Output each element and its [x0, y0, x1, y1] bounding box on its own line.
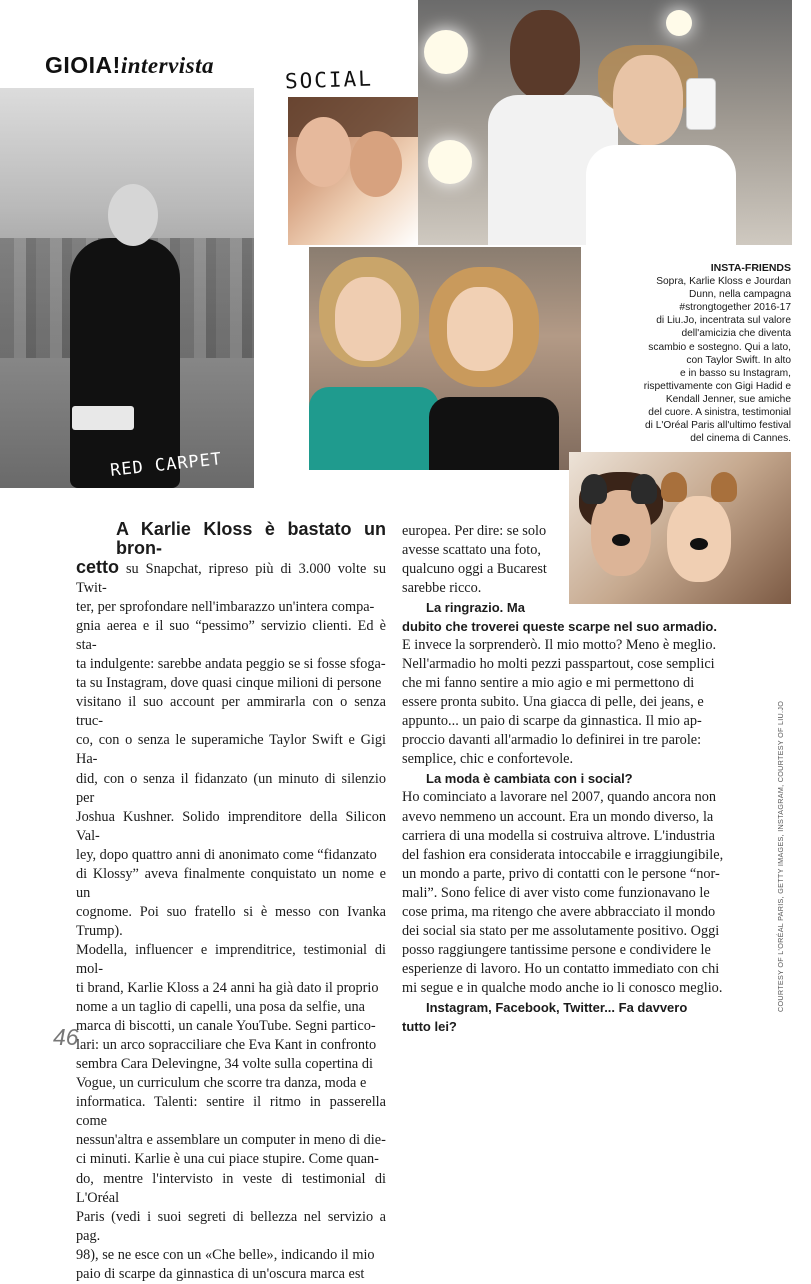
- caption-line: #strongtogether 2016-17: [679, 302, 791, 314]
- taylor-face: [335, 277, 401, 361]
- photo-kendall-jenner: [569, 452, 791, 604]
- article-line: che mi fanno sentire a mio agio e mi permettono di: [402, 675, 695, 692]
- article-line: mi segue e in qualche modo anche io li conosco meglio.: [402, 979, 723, 996]
- article-line: gnia aerea e il suo “pessimo” servizio clienti. Ed è sta-: [76, 618, 386, 654]
- section-title: intervista: [120, 53, 215, 78]
- taylor-top: [309, 387, 439, 470]
- article-line: sembra Cara Delevingne, 34 volte sulla copertina di: [76, 1056, 373, 1073]
- dog-ear-icon: [661, 472, 687, 502]
- article-line: del fashion era considerata intoccabile e irraggiungibile,: [402, 846, 724, 863]
- jourdan-face: [510, 10, 580, 100]
- article-line: mali”. Sono felice di aver visto come funzionavano le: [402, 884, 710, 901]
- article-line: ci minuti. Karlie è una cui piace stupire. Come quan-: [76, 1151, 379, 1168]
- article-line: qualcuno oggi a Bucarest: [402, 561, 547, 578]
- article-line: semplice, chic e confortevole.: [402, 751, 574, 768]
- karlie-top: [429, 397, 559, 470]
- article-line: posso raggiungere tantissime persone e condividere le: [402, 941, 711, 958]
- article-line: lari: un arco sopracciliare che Eva Kant in confronto: [76, 1037, 377, 1054]
- social-label: SOCIAL: [284, 66, 374, 94]
- lead-word: cetto: [76, 557, 120, 577]
- face-right: [350, 131, 402, 197]
- model-head: [108, 184, 158, 246]
- article-line: sarebbe ricco.: [402, 580, 482, 597]
- caption-line: Dunn, nella campagna: [689, 289, 791, 301]
- magazine-header: [45, 52, 214, 79]
- caption-line: del cinema di Cannes.: [690, 433, 791, 445]
- article-line: Modella, influencer e imprenditrice, testimonial di mol-: [76, 941, 386, 977]
- article-line: dei social sia stato per me assolutamente positivo. Oggi: [402, 922, 720, 939]
- dog-ear-icon: [711, 472, 737, 502]
- karlie-face: [613, 55, 683, 145]
- photo-gigi-hadid: [288, 97, 418, 245]
- mirror-bulb: [424, 30, 468, 74]
- article-column-mid: [402, 522, 566, 598]
- article-line: nessun'altra e assemblare un computer in meno di die-: [76, 1132, 386, 1149]
- article-line: marca di biscotti, un canale YouTube. Segni partico-: [76, 1018, 376, 1035]
- article-line: [76, 558, 386, 598]
- face-left: [296, 117, 351, 187]
- article-line: di Klossy” aveva finalmente conquistato un nome e un: [76, 865, 386, 901]
- caption-line: di Liu.Jo, incentrata sul valore: [656, 315, 791, 327]
- red-carpet-label: RED CARPET: [109, 449, 224, 481]
- black-gown: [70, 238, 180, 488]
- clutch-bag: [72, 406, 134, 430]
- article-line: ti brand, Karlie Kloss a 24 anni ha già dato il proprio: [76, 980, 379, 997]
- mirror-bulb: [428, 140, 472, 184]
- article-line: esperienze di lavoro. Ho un contatto immediato con chi: [402, 960, 720, 977]
- article-line: cognome. Poi suo fratello si è messo con Ivanka Trump).: [76, 903, 386, 939]
- question-heading: tutto lei?: [402, 1019, 457, 1035]
- article-line: appunto... un paio di scarpe da ginnastica. Il mio ap-: [402, 713, 702, 730]
- caption-line: del cuore. A sinistra, testimonial: [648, 407, 791, 419]
- dog-ear-icon: [631, 474, 657, 504]
- article-line: Joshua Kushner. Solido imprenditore della Silicon Val-: [76, 808, 386, 844]
- caption-line: Sopra, Karlie Kloss e Jourdan: [656, 276, 791, 288]
- brand-logo: GIOIA!: [45, 52, 121, 78]
- article-line: ta su Instagram, dove quasi cinque milioni di persone: [76, 675, 382, 692]
- article-line: nome a un taglio di capelli, una posa da selfie, una: [76, 999, 366, 1016]
- article-line: essere pronta subito. Una giacca di pelle, dei jeans, e: [402, 694, 704, 711]
- photo-caption: [583, 262, 791, 445]
- article-line: carriera di una modella si costruiva altrove. L'industria: [402, 827, 716, 844]
- article-line: Paris (vedi i suoi segreti di bellezza nel servizio a pag.: [76, 1208, 386, 1244]
- karlie-face: [447, 287, 513, 371]
- dog-nose-icon: [690, 538, 708, 550]
- caption-line: di L'Oréal Paris all'ultimo festival: [644, 420, 791, 432]
- article-line: paio di scarpe da ginnastica di un'oscura marca est: [76, 1265, 365, 1282]
- article-line: informatica. Talenti: sentire il ritmo in passerella come: [76, 1094, 386, 1130]
- photo-taylor-swift: [309, 247, 581, 470]
- article-line: cose prima, ma ritengo che avere abbracciato il mondo: [402, 903, 716, 920]
- article-column-left: [76, 520, 386, 1284]
- article-line: Nell'armadio ho molti pezzi passpartout, cose semplici: [402, 656, 715, 673]
- article-line: avesse scattato una foto,: [402, 542, 541, 559]
- article-line: do, mentre l'intervisto in veste di testimonial di L'Oréal: [76, 1170, 386, 1206]
- article-line: proccio davanti all'armadio lo definirei in tre parole:: [402, 732, 702, 749]
- caption-title: INSTA-FRIENDS: [710, 262, 791, 274]
- karlie-shirt: [586, 145, 736, 245]
- article-line: Ho cominciato a lavorare nel 2007, quando ancora non: [402, 789, 717, 806]
- article-line: europea. Per dire: se solo: [402, 523, 547, 539]
- article-column-right: [402, 598, 736, 1036]
- article-line: ta indulgente: sarebbe andata peggio se si fosse sfoga-: [76, 656, 386, 673]
- question-heading: Instagram, Facebook, Twitter... Fa davvero: [426, 999, 688, 1015]
- caption-line: e in basso su Instagram,: [680, 367, 791, 379]
- question-heading: La moda è cambiata con i social?: [426, 771, 633, 787]
- article-line: un mondo a parte, privo di contatti con le persone “nor-: [402, 865, 720, 882]
- article-line: ter, per sprofondare nell'imbarazzo un'intera compa-: [76, 599, 375, 616]
- question-heading: dubito che troverei queste scarpe nel suo armadio.: [402, 619, 717, 635]
- article-line: E invece la sorprenderò. Il mio motto? Meno è meglio.: [402, 637, 717, 654]
- article-line: avevo nemmeno un account. Era un mondo diverso, la: [402, 808, 714, 825]
- dog-ear-icon: [581, 474, 607, 504]
- article-line: ley, dopo quattro anni di anonimato come “fidanzato: [76, 846, 377, 863]
- article-line: co, con o senza le superamiche Taylor Swift e Gigi Ha-: [76, 732, 386, 768]
- red-carpet-photo: [0, 88, 254, 488]
- photo-jourdan-dunn: [418, 0, 792, 245]
- phone-icon: [686, 78, 716, 130]
- mirror-bulb: [666, 10, 692, 36]
- photo-credit: COURTESY OF L'ORÉAL PARIS, GETTY IMAGES, INSTAGRAM, COURTESY OF LIU.JO: [776, 700, 785, 1012]
- article-text: su Snapchat, ripreso più di 3.000 volte su Twit-: [76, 561, 386, 597]
- lead-line: A Karlie Kloss è bastato un bron-: [116, 519, 386, 558]
- article-line: Vogue, un curriculum che scorre tra danza, moda e: [76, 1075, 367, 1092]
- page-number: 46: [53, 1024, 79, 1050]
- article-line: did, con o senza il fidanzato (un minuto di silenzio per: [76, 770, 386, 806]
- article-line: 98), se ne esce con un «Che belle», indicando il mio: [76, 1246, 375, 1263]
- caption-line: Kendall Jenner, sue amiche: [665, 393, 791, 405]
- caption-line: con Taylor Swift. In alto: [686, 354, 791, 366]
- dog-nose-icon: [612, 534, 630, 546]
- caption-line: scambio e sostegno. Qui a lato,: [648, 341, 791, 353]
- question-heading: La ringrazio. Ma: [426, 600, 525, 615]
- caption-line: rispettivamente con Gigi Hadid e: [643, 380, 791, 392]
- caption-line: dell'amicizia che diventa: [681, 328, 791, 340]
- article-line: visitano il suo account per ammirarla con o senza truc-: [76, 694, 386, 730]
